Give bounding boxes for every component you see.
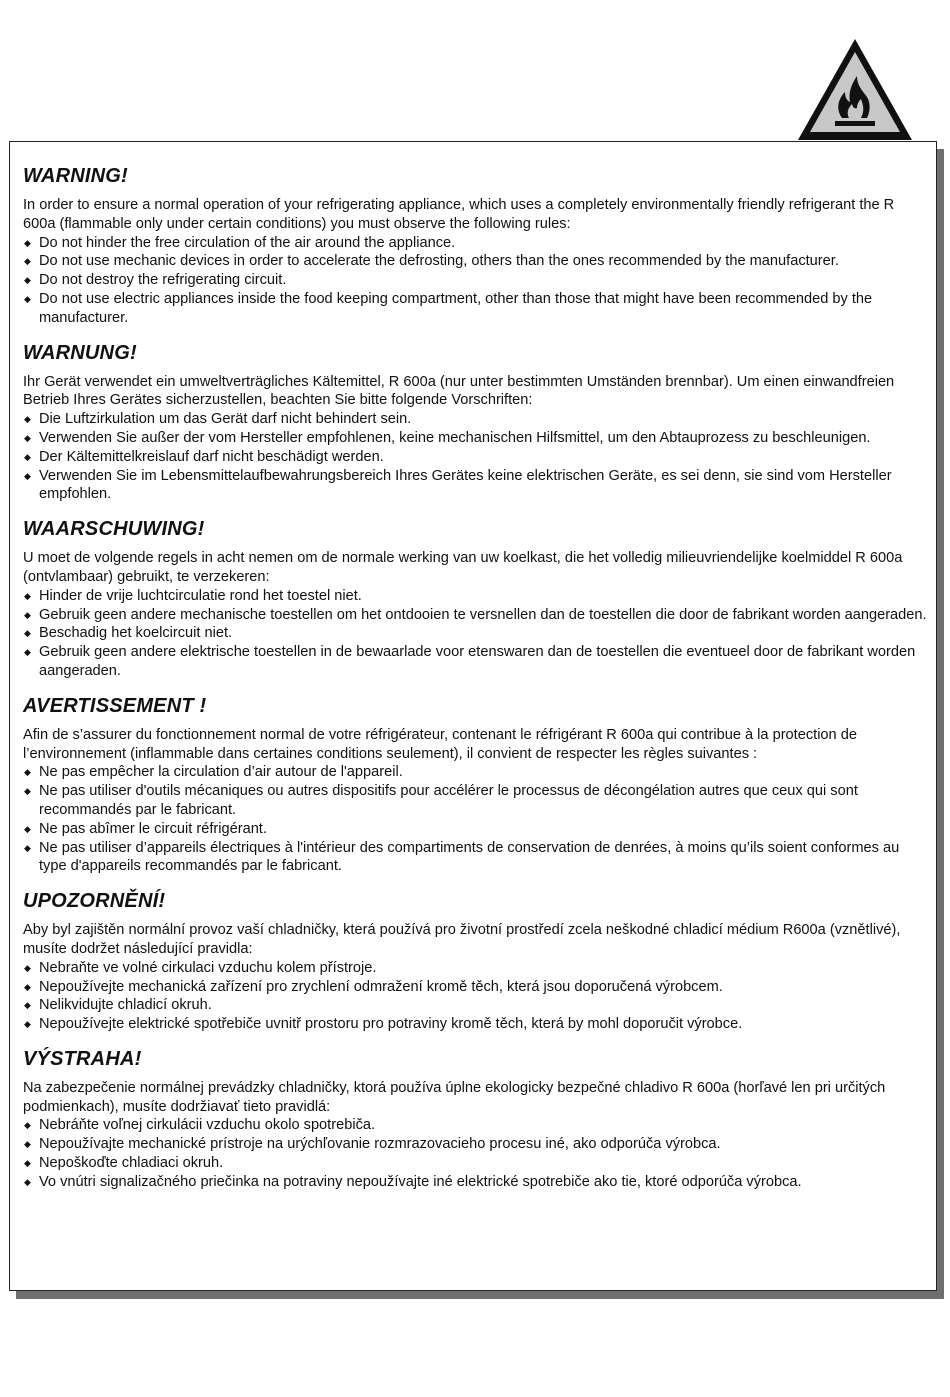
rule-item: ◆ Gebruik geen andere elektrische toestellen in de bewaarlade voor etenswaren dan de toestellen die eventueel door de fabrikant worden aangeraden. <box>23 643 928 681</box>
rule-item: ◆ Verwenden Sie im Lebensmittelaufbewahrungsbereich Ihres Gerätes keine elektrischen Geräte, es sei denn, sie sind vom Hersteller empfohlen. <box>23 467 928 505</box>
rule-item: ◆ Nepoužívejte elektrické spotřebiče uvnitř prostoru pro potraviny kromě těch, která by mohl doporučit výrobce. <box>23 1015 928 1034</box>
section-heading: AVERTISSEMENT ! <box>23 694 207 717</box>
rule-item: ◆ Gebruik geen andere mechanische toestellen om het ontdooien te versnellen dan de toestellen die door de fabrikant worden aangeraden. <box>23 606 928 625</box>
rule-item: ◆ Ne pas utiliser d'outils mécaniques ou autres dispositifs pour accélérer le processus de décongélation autres que ceux qui sont recommandés par le fabricant. <box>23 782 928 820</box>
section-heading: WAARSCHUWING! <box>23 518 205 541</box>
rule-item: ◆ Do not hinder the free circulation of the air around the appliance. <box>23 234 928 253</box>
warning-content <box>23 164 928 1192</box>
rule-item: ◆ Do not destroy the refrigerating circuit. <box>23 271 928 290</box>
rules-list <box>23 763 928 876</box>
section-czech <box>23 889 928 1034</box>
rule-item: ◆ Nepoužívajte mechanické prístroje na urýchľovanie rozmrazovacieho procesu iné, ako odporúča výrobca. <box>23 1135 928 1154</box>
section-intro: In order to ensure a normal operation of your refrigerating appliance, which uses a completely environmentally friendly refrigerant the R 600a (flammable only under certain conditions) you must observe the following rules: <box>23 197 895 232</box>
rule-item: ◆ Beschadig het koelcircuit niet. <box>23 624 928 643</box>
rule-item: ◆ Die Luftzirkulation um das Gerät darf nicht behindert sein. <box>23 410 928 429</box>
rule-item: ◆ Ne pas abîmer le circuit réfrigérant. <box>23 820 928 839</box>
rule-item: ◆ Vo vnútri signalizačného priečinka na potraviny nepoužívajte iné elektrické spotrebiče ako tie, ktoré odporúča výrobca. <box>23 1173 928 1192</box>
section-heading: UPOZORNĚNÍ! <box>23 890 166 913</box>
section-heading: VÝSTRAHA! <box>23 1047 142 1070</box>
section-intro: Aby byl zajištěn normální provoz vaší chladničky, která používá pro životní prostředí zcela neškodné chladicí médium R600a (vznětlivé), musíte dodržet následující pravidla: <box>23 922 901 957</box>
rule-item: ◆ Do not use electric appliances inside the food keeping compartment, other than those that might have been recommended by the manufacturer. <box>23 290 928 328</box>
warning-box <box>9 141 937 1291</box>
rule-item: ◆ Nepoužívejte mechanická zařízení pro zrychlení odmražení kromě těch, která jsou doporučená výrobcem. <box>23 978 928 997</box>
rule-item: ◆ Ne pas empêcher la circulation d’air autour de l'appareil. <box>23 763 928 782</box>
rules-list <box>23 1116 928 1191</box>
rule-item: ◆ Nebraňte ve volné cirkulaci vzduchu kolem přístroje. <box>23 959 928 978</box>
section-slovak <box>23 1047 928 1192</box>
section-intro: Na zabezpečenie normálnej prevádzky chladničky, ktorá používa úplne ekologicky bezpečné chladivo R 600a (horľavé len pri určitých podmienkach), musíte dodržiavať tieto pravidlá: <box>23 1079 886 1115</box>
rules-list <box>23 234 928 328</box>
section-intro: Ihr Gerät verwendet ein umweltverträgliches Kältemittel, R 600a (nur unter bestimmten Umständen brennbar). Um einen einwandfreien Betrieb Ihres Gerätes sicherzustellen, beachten Sie bitte folgende Vorschriften: <box>23 373 895 409</box>
rules-list <box>23 587 928 681</box>
rule-item: ◆ Do not use mechanic devices in order to accelerate the defrosting, others than the ones recommended by the manufacturer. <box>23 252 928 271</box>
rule-item: ◆ Verwenden Sie außer der vom Hersteller empfohlenen, keine mechanischen Hilfsmittel, um den Abtauprozess zu beschleunigen. <box>23 429 928 448</box>
section-french <box>23 694 928 876</box>
rule-item: ◆ Nepoškoďte chladiaci okruh. <box>23 1154 928 1173</box>
section-heading: WARNUNG! <box>23 341 137 364</box>
rules-list <box>23 959 928 1034</box>
flammable-warning-icon <box>795 36 915 143</box>
rule-item: ◆ Nelikvidujte chladicí okruh. <box>23 996 928 1015</box>
section-dutch <box>23 517 928 681</box>
rule-item: ◆ Hinder de vrije luchtcirculatie rond het toestel niet. <box>23 587 928 606</box>
section-german <box>23 341 928 505</box>
section-english <box>23 164 928 328</box>
rule-item: ◆ Der Kältemittelkreislauf darf nicht beschädigt werden. <box>23 448 928 467</box>
section-heading: WARNING! <box>23 165 128 187</box>
section-intro: Afin de s’assurer du fonctionnement normal de votre réfrigérateur, contenant le réfrigérant R 600a qui contribue à la protection de l’environnement (inflammable dans certaines conditions seulement), il convient de respecter les règles suivantes : <box>23 726 857 762</box>
rule-item: ◆ Nebráňte voľnej cirkulácii vzduchu okolo spotrebiča. <box>23 1116 928 1135</box>
rule-item: ◆ Ne pas utiliser d’appareils électriques à l'intérieur des compartiments de conservation de denrées, à moins qu’ils soient conformes au type d'appareils recommandés par le fabricant. <box>23 839 928 877</box>
rules-list <box>23 410 928 504</box>
section-intro: U moet de volgende regels in acht nemen om de normale werking van uw koelkast, die het volledig milieuvriendelijke koelmiddel R 600a (ontvlambaar) gebruikt, te verzekeren: <box>23 550 903 585</box>
